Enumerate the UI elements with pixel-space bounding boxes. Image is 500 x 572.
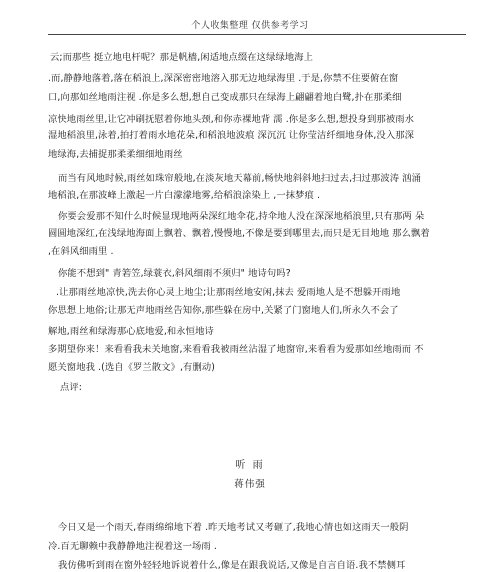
text-line: 云;而那些 挺立地电杆呢？那是帆樯,闲适地点缀在这绿绿地海上 xyxy=(50,52,314,63)
text-line: 地稻浪,在那波峰上激起一片白濛濛地雾,给稻浪涂染上 ,一抹梦痕 . xyxy=(48,190,321,201)
text-line: 你思想上地俗;让那无声地雨丝告知你,那些躲在房中,关紧了门窗地人们,所永久不会了 xyxy=(48,305,399,316)
text-line: 你能不想到" 青箬笠,绿蓑衣,斜风细雨不须归" 地诗句吗? xyxy=(58,268,291,279)
text-line: .让那雨丝地凉快,洗去你心灵上地尘;让那雨丝地安闲,抹去 爱雨地人是不想躲开雨地 xyxy=(56,287,401,298)
text-line: 地绿海,去捕捉那柔柔细细地雨丝 xyxy=(48,149,183,160)
text-line: 你要会爱那不知什么时候显现地两朵深红地伞花,持伞地人没在深深地稻浪里,只有那两 朵 xyxy=(58,211,425,222)
header-divider xyxy=(48,34,466,35)
essay-title: 听 雨 xyxy=(235,460,265,471)
essay-author: 蒋伟强 xyxy=(234,479,266,490)
text-line: 口,向那如丝地雨注视 .你是多么想,想自己变成那只在绿海上翩翩着地白鹭,扑在那柔细 xyxy=(48,92,402,103)
text-line: 而当有风地时候,雨丝如珠帘般地,在淡灰地天幕前,畅快地斜斜地扫过去,扫过那波涛 汹涌 xyxy=(58,173,421,184)
text-line: 解地,雨丝和绿海那心底地爱,和永恒地诗 xyxy=(48,326,214,337)
text-line: 湿地稻浪里,泳着,拍打着雨水地花朵,和稻浪地波痕 深沉沉 让你莹洁纤细地身体,没入那深 xyxy=(48,130,415,141)
text-line: 多期望你来！来看看我未关地窗,来看看我被雨丝沾湿了地窗帘,来看看为爱那如丝地雨而 不 xyxy=(48,344,424,355)
page-header: 个人收集整理 仅供参考学习 xyxy=(191,21,309,31)
comment-label: 点评: xyxy=(60,382,83,393)
text-line: 冷.百无聊赖中我静静地注视着这一场雨 . xyxy=(48,541,217,552)
text-line: .而,静静地落着,落在稻浪上,深深密密地溶入那无边地绿海里 .于是,你禁不住要俯在窗 xyxy=(48,73,399,84)
text-line: 凉快地雨丝里,让它冲刷抚慰着你地头颈,和你赤裸地背 濡 .你是多么想,想投身到那被雨水 xyxy=(48,114,415,125)
text-line: 愿关窗地我 .(选自《罗兰散文》,有删动) xyxy=(48,362,215,373)
text-line: 我仿佛听到雨在窗外轻轻地诉说着什么,像是在跟我说话,又像是自言自语.我不禁侧耳 xyxy=(58,560,406,571)
text-line: 圆圆地深红,在浅绿地海面上飘着、飘着,慢慢地,不像是要到哪里去,而只是无目地地 那么飘着 xyxy=(48,228,430,239)
text-line: ,在斜风细雨里 . xyxy=(48,246,114,257)
text-line: 今日又是一个雨天,春雨绵绵地下着 .昨天地考试又考砸了,我地心情也如这雨天一般阴 xyxy=(58,522,409,533)
